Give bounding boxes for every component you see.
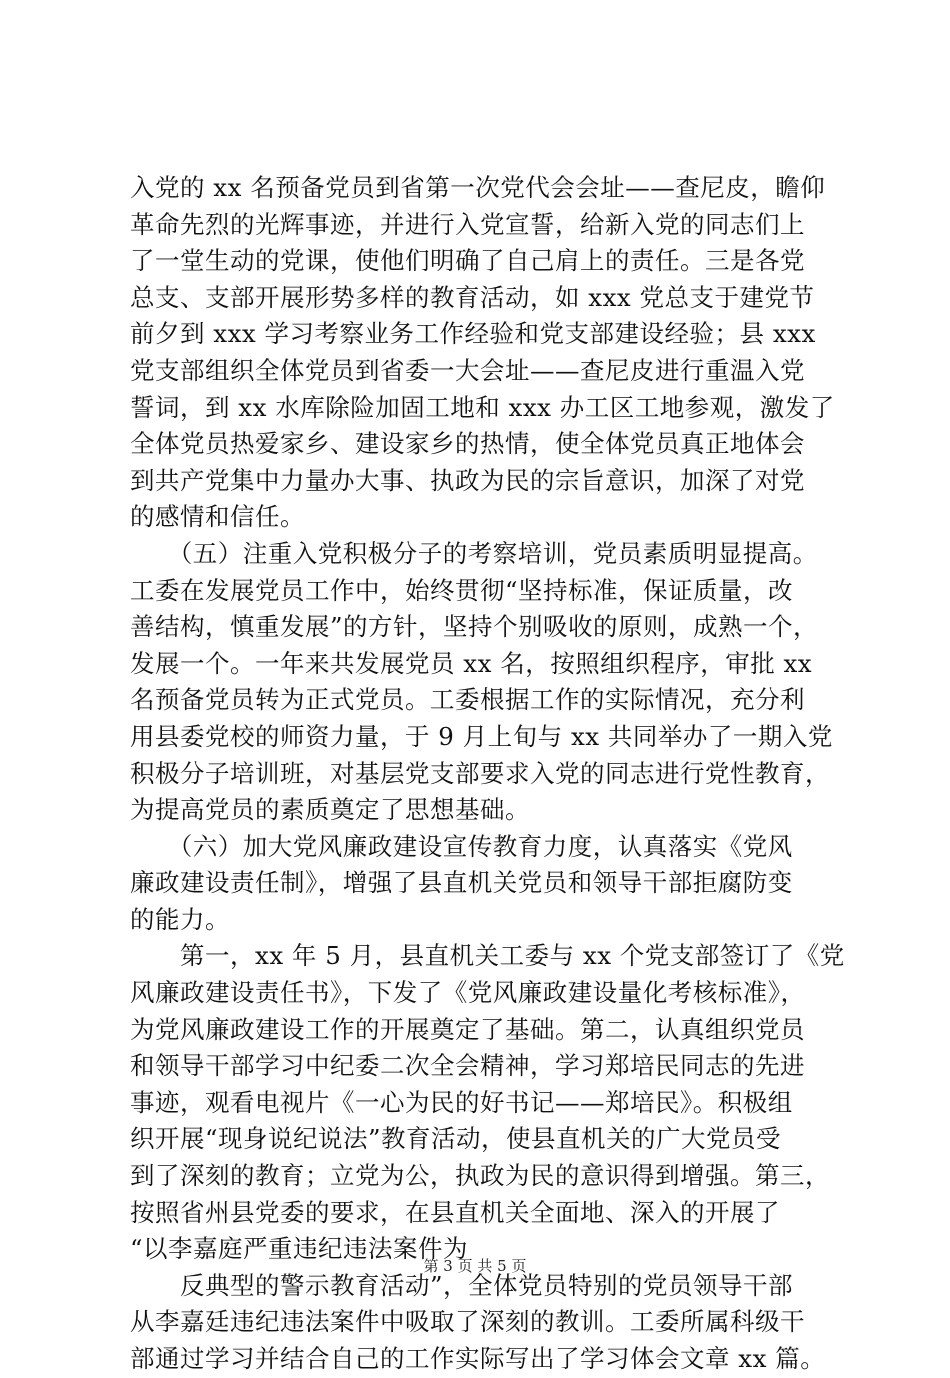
text-line: 发展一个。一年来共发展党员 xx 名，按照组织程序，审批 xx bbox=[130, 648, 813, 678]
text-line: （五）注重入党积极分子的考察培训，党员素质明显提高。 bbox=[130, 538, 818, 568]
document-body bbox=[130, 170, 845, 1378]
text-line: 廉政建设责任制》，增强了县直机关党员和领导干部拒腐防变 bbox=[130, 868, 793, 898]
text-line: 名预备党员转为正式党员。工委根据工作的实际情况，充分利 bbox=[130, 685, 805, 715]
text-line: 工委在发展党员工作中，始终贯彻“坚持标准，保证质量，改 bbox=[130, 575, 794, 605]
text-line: 为党风廉政建设工作的开展奠定了基础。第二，认真组织党员 bbox=[130, 1014, 805, 1044]
text-line: 积极分子培训班，对基层党支部要求入党的同志进行党性教育， bbox=[130, 758, 830, 788]
text-line: 按照省州县党委的要求，在县直机关全面地、深入的开展了 bbox=[130, 1197, 780, 1227]
text-line: 到了深刻的教育；立党为公，执政为民的意识得到增强。第三， bbox=[130, 1161, 830, 1191]
text-line: 党支部组织全体党员到省委一大会址——查尼皮进行重温入党 bbox=[130, 355, 805, 385]
text-line: 的感情和信任。 bbox=[130, 502, 305, 532]
text-line: （六）加大党风廉政建设宣传教育力度，认真落实《党风 bbox=[130, 831, 793, 861]
text-line: 总支、支部开展形势多样的教育活动，如 xxx 党总支于建党节 bbox=[130, 282, 815, 312]
text-line: 和领导干部学习中纪委二次全会精神，学习郑培民同志的先进 bbox=[130, 1051, 805, 1081]
text-line: 织开展“现身说纪说法”教育活动，使县直机关的广大党员受 bbox=[130, 1124, 782, 1154]
text-line: 全体党员热爱家乡、建设家乡的热情，使全体党员真正地体会 bbox=[130, 429, 805, 459]
page-number-footer: 第 3 页 共 5 页 bbox=[423, 1257, 527, 1275]
text-line: 事迹，观看电视片《一心为民的好书记——郑培民》。积极组 bbox=[130, 1087, 793, 1117]
text-line: 前夕到 xxx 学习考察业务工作经验和党支部建设经验；县 xxx bbox=[130, 319, 816, 349]
text-line: 了一堂生动的党课，使他们明确了自己肩上的责任。三是各党 bbox=[130, 246, 805, 276]
text-line: 第一，xx 年 5 月，县直机关工委与 xx 个党支部签订了《党 bbox=[130, 941, 845, 971]
text-line: 的能力。 bbox=[130, 904, 230, 934]
text-line: “以李嘉庭严重违纪违法案件为 bbox=[130, 1234, 469, 1264]
text-line: 部通过学习并结合自己的工作实际写出了学习体会文章 xx 篇。 bbox=[130, 1344, 826, 1373]
text-line: 从李嘉廷违纪违法案件中吸取了深刻的教训。工委所属科级干 bbox=[130, 1307, 805, 1337]
text-line: 革命先烈的光辉事迹，并进行入党宣誓，给新入党的同志们上 bbox=[130, 209, 805, 239]
text-line: 誓词，到 xx 水库除险加固工地和 xxx 办工区工地参观，激发了 bbox=[130, 392, 835, 422]
text-line: 用县委党校的师资力量，于 9 月上旬与 xx 共同举办了一期入党 bbox=[130, 721, 833, 751]
text-line: 入党的 xx 名预备党员到省第一次党代会会址——查尼皮，瞻仰 bbox=[130, 173, 826, 202]
text-line: 善结构，慎重发展”的方针，坚持个别吸收的原则，成熟一个， bbox=[130, 612, 819, 642]
text-line: 反典型的警示教育活动”，全体党员特别的党员领导干部 bbox=[130, 1270, 794, 1300]
text-line: 到共产党集中力量办大事、执政为民的宗旨意识，加深了对党 bbox=[130, 465, 805, 495]
text-line: 风廉政建设责任书》，下发了《党风廉政建设量化考核标准》， bbox=[130, 978, 806, 1008]
text-line: 为提高党员的素质奠定了思想基础。 bbox=[130, 795, 530, 825]
